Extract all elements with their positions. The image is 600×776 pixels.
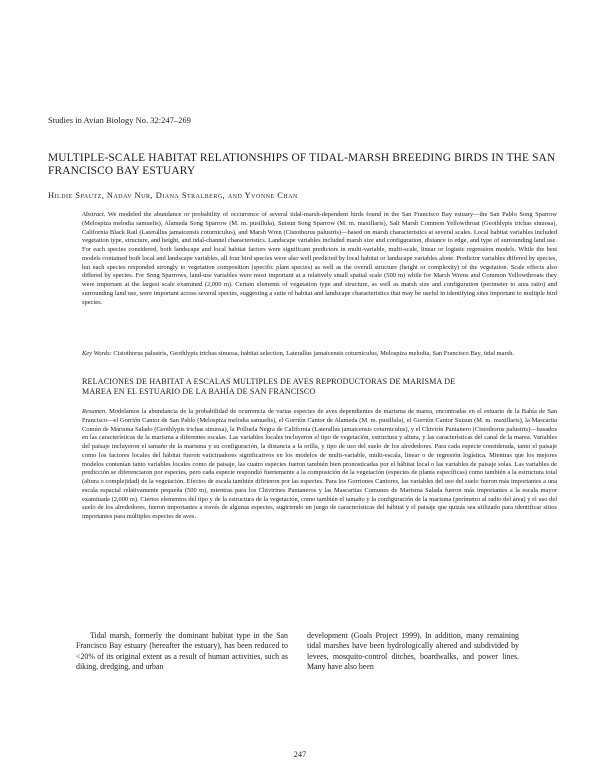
spanish-title: RELACIONES DE HABITAT A ESCALAS MULTIPLES DE AVES REPRODUCTORAS DE MARISMA DE MAREA EN EL ESTUARIO DE LA BAHÍA DE SAN FRANCISCO — [82, 377, 456, 396]
keywords — [82, 350, 557, 359]
resumen-label: Resumen. — [82, 408, 107, 415]
abstract — [82, 211, 557, 307]
resumen-text: Modelamos la abundancia de la probabilidad de ocurrencia de varias especies de aves dependientes de marisma de marea, encontradas en el estuario de la Bahía de San Francisco—el Gorrión Cantor de San Pablo (Melospiza melodia samuelis), el Gorrión Cantor de Alameda (M. m. pusillula), el Gorrión Cantor Suisun (M. m. maxillaris), la Mascarita Común de Marisma Salado (Geothlypis trichas sinuosa), la Polluela Negra de California (Laterallus jamaicensis coturniculus), y el Chivirín Pantanero (Cistothorus palustris)—basados en las características de la marisma a diferentes escalas. Las variables locales incluyeron el tipo de vegetación, estructura y altura, y las características del canal de la marea. Variables del paisaje incluyeron el tamaño de la marisma y su configuración, la distancia a la orilla, y tipo de uso del suelo de los alrededores. Para cada especie considerada, tanto el paisaje como los factores locales del hábitat fueron vaticinadores significativos en los modelos de multi-variable, multi-escala, linear o de regresión logística. Mientras que los mejores modelos contenían tanto variables locales como de paisaje, las cuatro especies fueron también bien pronosticadas por el hábitat local o las variables de paisaje solas. Las variables de predicción se diferenciaron por especies, pero cada especie respondió fuertemente a la composición de la vegetación (especies de planta específicas) como también a la estructura total (altura o complejidad) de la vegetación. Efectos de escala también difirieron por las especies. Para los Gorriones Cantores, las variables del uso del suelo fueron más importantes a una escala espacial relativamente pequeña (500 m), mientras para los Chivirines Pantaneros y las Mascaritas Comunes de Marisma Salada fueron más importantes a la escala mayor examinada (2,000 m). Ciertos elementos del tipo y de la estructura de la vegetación, como también el tamaño y la configuración de la marisma (perímetro al radio del área) y el uso del suelo de los alrededores, fueron importantes a través de algunas especies, sugiriendo un juego de características del hábitat y el paisaje que quizás sea utilizado para identificar sitios importantes para múltiples especies de aves. — [82, 408, 557, 520]
abstract-text: We modeled the abundance or probability of occurrence of several tidal-marsh-dependent birds found in the San Francisco Bay estuary—the San Pablo Song Sparrow (Melospiza melodia samuelis), Alameda Song Sparrow (M. m. pusillula), Suisun Song Sparrow (M. m. maxillaris), Salt Marsh Common Yellowthroat (Geothlypis trichas sinuosa), California Black Rail (Laterallus jamaicensis coturniculus), and Marsh Wren (Cistothorus palustris)—based on marsh characteristics at several scales. Local habitat variables included vegetation type, structure, and height, and tidal-channel characteristics. Landscape variables included marsh size and configuration, distance to edge, and type of surrounding land use. For each species considered, both landscape and local habitat factors were significant predictors in multi-variable, multi-scale, linear or logistic regression models. While the best models contained both local and landscape variables, all four bird species were also well predicted by local habitat or landscape variables alone. Predictor variables differed by species, but each species responded strongly to vegetation composition (specific plant species) as well as the overall structure (height or complexity) of the vegetation. Scale effects also differed by species. For Song Sparrows, land-use variables were most important at a relatively small spatial scale (500 m) while for Marsh Wrens and Common Yellowthroats they were important at the largest scale examined (2,000 m). Certain elements of vegetation type and structure, as well as marsh size and configuration (perimeter to area ratio) and surrounding land use, were important across several species, suggesting a suite of habitat and landscape characteristics that may be useful in identifying sites important to multiple bird species. — [82, 211, 557, 306]
body-column-left: Tidal marsh, formerly the dominant habitat type in the San Francisco Bay estuary (hereafter the estuary), has been reduced to <20% of its original extent as a result of human activities, such as diking, dredging, and urban — [76, 631, 288, 671]
body-column-right: development (Goals Project 1999). In addition, many remaining tidal marshes have been hydrologically altered and subdivided by levees, mosquito-control ditches, boardwalks, and power lines. Many have also been — [307, 631, 519, 671]
keywords-label: Key Words: — [82, 350, 112, 357]
resumen — [82, 408, 557, 522]
page-number: 247 — [293, 750, 307, 759]
author-list: Hildie Spautz, Nadav Nur, Diana Stralberg, and Yvonne Chan — [48, 191, 298, 200]
abstract-label: Abstract. — [82, 211, 106, 218]
article-title: MULTIPLE-SCALE HABITAT RELATIONSHIPS OF TIDAL-MARSH BREEDING BIRDS IN THE SAN FRANCISCO BAY ESTUARY — [48, 152, 556, 178]
series-citation: Studies in Avian Biology No. 32:247–269 — [48, 116, 191, 125]
keywords-text: Cistothorus palustris, Geothlypis trichas sinuosa, habitat selection, Laterallus jamaicensis coturniculus, Melospiza melodia, San Francisco Bay, tidal marsh. — [111, 350, 514, 357]
